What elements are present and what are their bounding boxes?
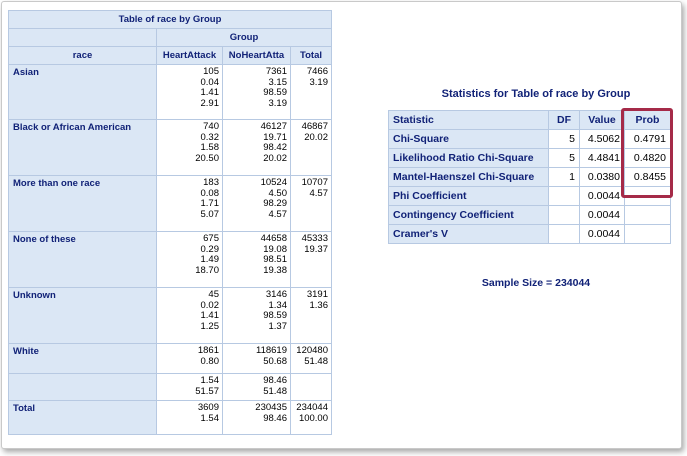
stat-name-mh: Mantel-Haenszel Chi-Square [389, 168, 549, 187]
cell-none-heartattack: 675 0.29 1.49 18.70 [157, 232, 223, 288]
cell-unknown-noheartattack: 3146 1.34 98.59 1.37 [223, 288, 291, 344]
cell-multirace-heartattack: 183 0.08 1.71 5.07 [157, 176, 223, 232]
cell-multirace-noheartattack: 10524 4.50 98.29 4.57 [223, 176, 291, 232]
stats-title: Statistics for Table of race by Group [441, 88, 631, 100]
stat-df-contingency [549, 206, 580, 225]
col-header-noheartattack: NoHeartAtta [223, 47, 291, 65]
stat-prob-chisq: 0.4791 [625, 130, 671, 149]
crosstab-title: Table of race by Group [9, 11, 332, 29]
stat-value-mh: 0.0380 [580, 168, 625, 187]
row-label-asian: Asian [9, 65, 157, 120]
row-label-white: White [9, 344, 157, 374]
stat-value-chisq: 4.5062 [580, 130, 625, 149]
stat-name-contingency: Contingency Coefficient [389, 206, 549, 225]
row-label-unknown: Unknown [9, 288, 157, 344]
cell-white-heartattack: 1861 0.80 [157, 344, 223, 374]
stat-df-chisq: 5 [549, 130, 580, 149]
cell-asian-total: 7466 3.19 [291, 65, 332, 120]
stat-df-phi [549, 187, 580, 206]
row-label-total: Total [9, 401, 157, 435]
row-label-white-cont [9, 374, 157, 401]
stat-value-contingency: 0.0044 [580, 206, 625, 225]
stat-name-cramer: Cramer's V [389, 225, 549, 244]
cell-unknown-total: 3191 1.36 [291, 288, 332, 344]
stat-prob-cramer [625, 225, 671, 244]
stats-header-df: DF [549, 111, 580, 130]
stat-name-chisq: Chi-Square [389, 130, 549, 149]
stat-value-lr: 4.4841 [580, 149, 625, 168]
stat-name-lr: Likelihood Ratio Chi-Square [389, 149, 549, 168]
col-header-heartattack: HeartAttack [157, 47, 223, 65]
crosstab-table [8, 10, 332, 435]
row-label-none: None of these [9, 232, 157, 288]
cell-asian-noheartattack: 7361 3.15 98.59 3.19 [223, 65, 291, 120]
row-var-header: race [9, 47, 157, 65]
stat-prob-lr: 0.4820 [625, 149, 671, 168]
stats-header-value: Value [580, 111, 625, 130]
corner-cell [9, 29, 157, 47]
cell-multirace-total: 10707 4.57 [291, 176, 332, 232]
row-label-black: Black or African American [9, 120, 157, 176]
cell-none-noheartattack: 44658 19.08 98.51 19.38 [223, 232, 291, 288]
stat-value-phi: 0.0044 [580, 187, 625, 206]
cell-white-total: 120480 51.48 [291, 344, 332, 374]
sample-size: Sample Size = 234044 [481, 277, 591, 289]
stat-df-cramer [549, 225, 580, 244]
stat-prob-contingency [625, 206, 671, 225]
stats-header-prob: Prob [625, 111, 671, 130]
cell-black-heartattack: 740 0.32 1.58 20.50 [157, 120, 223, 176]
cell-total-total: 234044 100.00 [291, 401, 332, 435]
row-label-multirace: More than one race [9, 176, 157, 232]
prob-highlight-box [621, 108, 673, 198]
stat-prob-mh: 0.8455 [625, 168, 671, 187]
stat-value-cramer: 0.0044 [580, 225, 625, 244]
stat-df-lr: 5 [549, 149, 580, 168]
group-header: Group [157, 29, 332, 47]
stat-df-mh: 1 [549, 168, 580, 187]
col-header-total: Total [291, 47, 332, 65]
cell-unknown-heartattack: 45 0.02 1.41 1.25 [157, 288, 223, 344]
cell-black-total: 46867 20.02 [291, 120, 332, 176]
cell-white-cont-heartattack: 1.54 51.57 [157, 374, 223, 401]
cell-black-noheartattack: 46127 19.71 98.42 20.02 [223, 120, 291, 176]
cell-white-cont-total [291, 374, 332, 401]
cell-total-heartattack: 3609 1.54 [157, 401, 223, 435]
stat-name-phi: Phi Coefficient [389, 187, 549, 206]
stats-header-statistic: Statistic [389, 111, 549, 130]
cell-white-noheartattack: 118619 50.68 [223, 344, 291, 374]
cell-total-noheartattack: 230435 98.46 [223, 401, 291, 435]
cell-white-cont-noheartattack: 98.46 51.48 [223, 374, 291, 401]
cell-asian-heartattack: 105 0.04 1.41 2.91 [157, 65, 223, 120]
cell-none-total: 45333 19.37 [291, 232, 332, 288]
